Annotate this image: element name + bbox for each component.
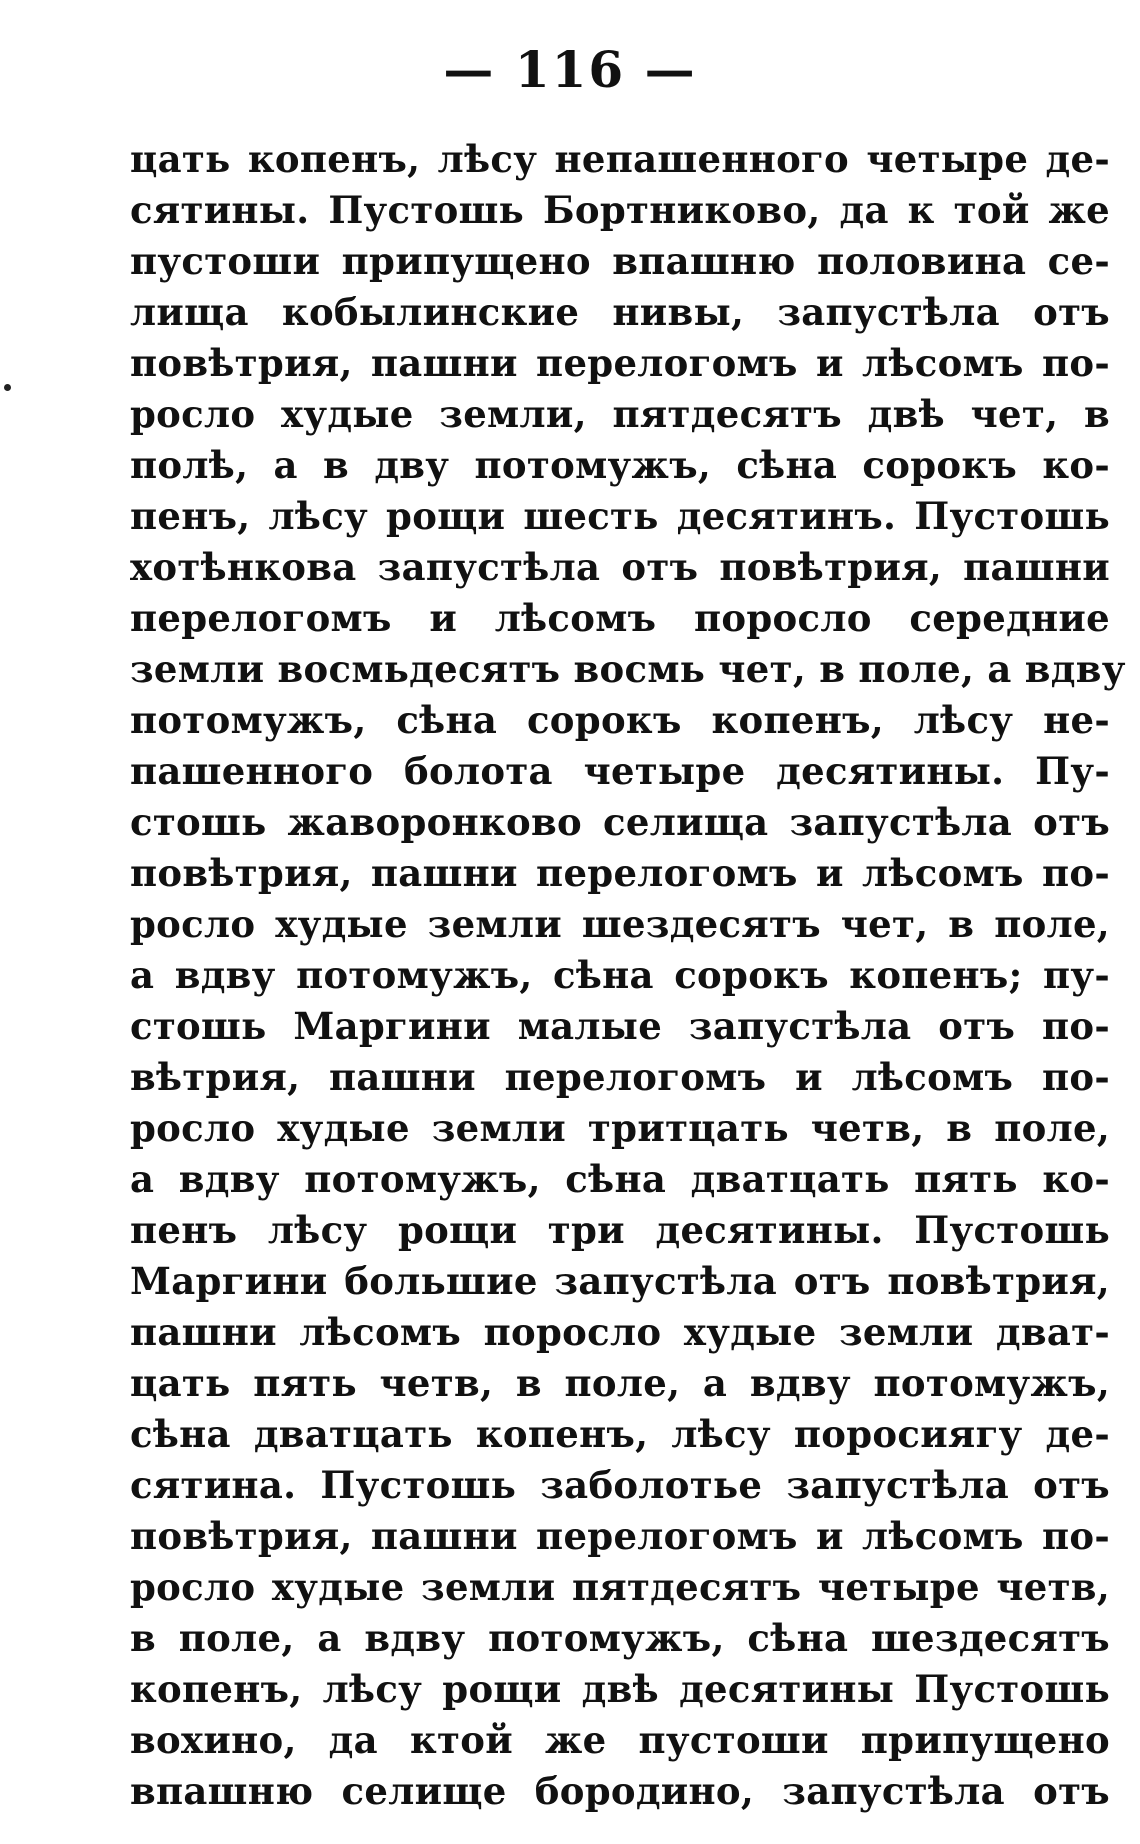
text-line: росло худые земли, пятдесятъ двѣ чет, в [130,392,1110,436]
text-line: цать копенъ, лѣсу непашенного четыре де- [130,137,1110,181]
body-text [130,134,1126,1817]
text-line: сятины. Пустошь Бортниково, да к той же [130,188,1110,232]
text-line: пашни лѣсомъ поросло худые земли дват- [130,1310,1110,1354]
text-line: вохино, да ктой же пустоши припущено [130,1718,1110,1762]
text-line: хотѣнкова запустѣла отъ повѣтрия, пашни [130,545,1110,589]
text-line: впашню селище бородино, запустѣла отъ [130,1769,1110,1813]
text-line: а вдву потомужъ, сѣна сорокъ копенъ; пу- [130,953,1110,997]
text-line: цать пять четв, в поле, а вдву потомужъ, [130,1361,1110,1405]
text-line: полѣ, а в дву потомужъ, сѣна сорокъ ко- [130,443,1110,487]
text-line: сятина. Пустошь заболотье запустѣла отъ [130,1463,1110,1507]
text-line: росло худые земли тритцать четв, в поле, [130,1106,1110,1150]
text-line: копенъ, лѣсу рощи двѣ десятины Пустошь [130,1667,1110,1711]
text-line: повѣтрия, пашни перелогомъ и лѣсомъ по- [130,341,1110,385]
text-line: а вдву потомужъ, сѣна дватцать пять ко- [130,1157,1110,1201]
text-line: повѣтрия, пашни перелогомъ и лѣсомъ по- [130,1514,1110,1558]
text-line: стошь Маргини малые запустѣла отъ по- [130,1004,1110,1048]
text-line: росло худые земли шездесятъ чет, в поле, [130,902,1110,946]
text-line: сѣна дватцать копенъ, лѣсу поросиягу де- [130,1412,1110,1456]
text-line: в поле, а вдву потомужъ, сѣна шездесятъ [130,1616,1110,1660]
text-line: перелогомъ и лѣсомъ поросло середние [130,596,1110,640]
text-line: повѣтрия, пашни перелогомъ и лѣсомъ по- [130,851,1110,895]
ink-speck [4,384,11,391]
text-line: земли восмьдесятъ восмь чет, в поле, а вдву [130,647,1126,691]
page-number: — 116 — [443,40,697,99]
text-line: пенъ, лѣсу рощи шесть десятинъ. Пустошь [130,494,1110,538]
text-line: Маргини большие запустѣла отъ повѣтрия, [130,1259,1110,1303]
text-line: пашенного болота четыре десятины. Пу- [130,749,1110,793]
text-line: потомужъ, сѣна сорокъ копенъ, лѣсу не- [130,698,1110,742]
text-line: пустоши припущено впашню половина се- [130,239,1110,283]
text-line: лища кобылинские нивы, запустѣла отъ [130,290,1110,334]
text-line: стошь жаворонково селища запустѣла отъ [130,800,1110,844]
text-line: вѣтрия, пашни перелогомъ и лѣсомъ по- [130,1055,1110,1099]
text-line: пенъ лѣсу рощи три десятины. Пустошь [130,1208,1110,1252]
text-line: росло худые земли пятдесятъ четыре четв, [130,1565,1110,1609]
